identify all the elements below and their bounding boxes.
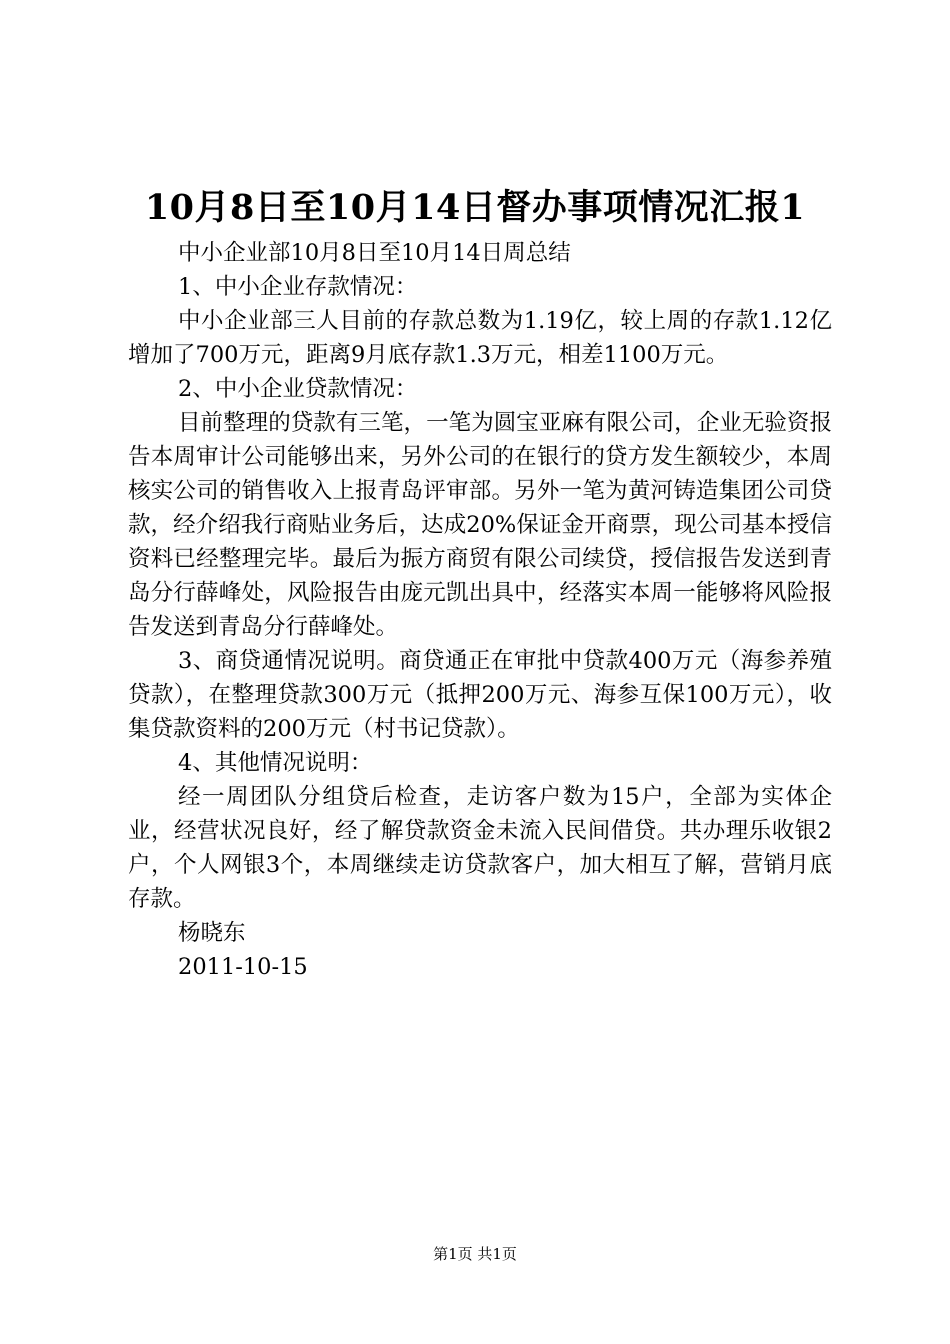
section-1-heading: 1、中小企业存款情况：	[178, 274, 418, 300]
section-2-heading: 2、中小企业贷款情况：	[178, 376, 418, 402]
section-4-paragraph: 经一周团队分组贷后检查，走访客户数为15户，全部为实体企业，经营状况良好，经了解贷款资金未流入民间借贷。共办理乐收银2户，个人网银3个，本周继续走访贷款客户，加大相互了解，营销月底存款。	[128, 784, 832, 912]
report-date: 2011-10-15	[178, 954, 308, 980]
section-3-paragraph: 3、商贷通情况说明。商贷通正在审批中贷款400万元（海参养殖贷款），在整理贷款300万元（抵押200万元、海参互保100万元），收集贷款资料的200万元（村书记贷款）。	[128, 648, 832, 742]
document-title: 10月8日至10月14日督办事项情况汇报1	[144, 187, 806, 228]
section-4-heading: 4、其他情况说明：	[178, 750, 373, 776]
section-2-paragraph: 目前整理的贷款有三笔，一笔为圆宝亚麻有限公司，企业无验资报告本周审计公司能够出来，另外公司的在银行的贷方发生额较少，本周核实公司的销售收入上报青岛评审部。另外一笔为黄河铸造集团公司贷款，经介绍我行商贴业务后，达成20%保证金开商票，现公司基本授信资料已经整理完毕。最后为振方商贸有限公司续贷，授信报告发送到青岛分行薛峰处，风险报告由庞元凯出具中，经落实本周一能够将风险报告发送到青岛分行薛峰处。	[128, 410, 832, 640]
section-1-paragraph: 中小企业部三人目前的存款总数为1.19亿，较上周的存款1.12亿增加了700万元，距离9月底存款1.3万元，相差1100万元。	[128, 308, 832, 368]
author-name: 杨晓东	[178, 920, 246, 946]
summary-heading: 中小企业部10月8日至10月14日周总结	[178, 240, 571, 266]
document-body	[128, 236, 832, 984]
page-number-footer: 第1页 共1页	[433, 1245, 517, 1263]
